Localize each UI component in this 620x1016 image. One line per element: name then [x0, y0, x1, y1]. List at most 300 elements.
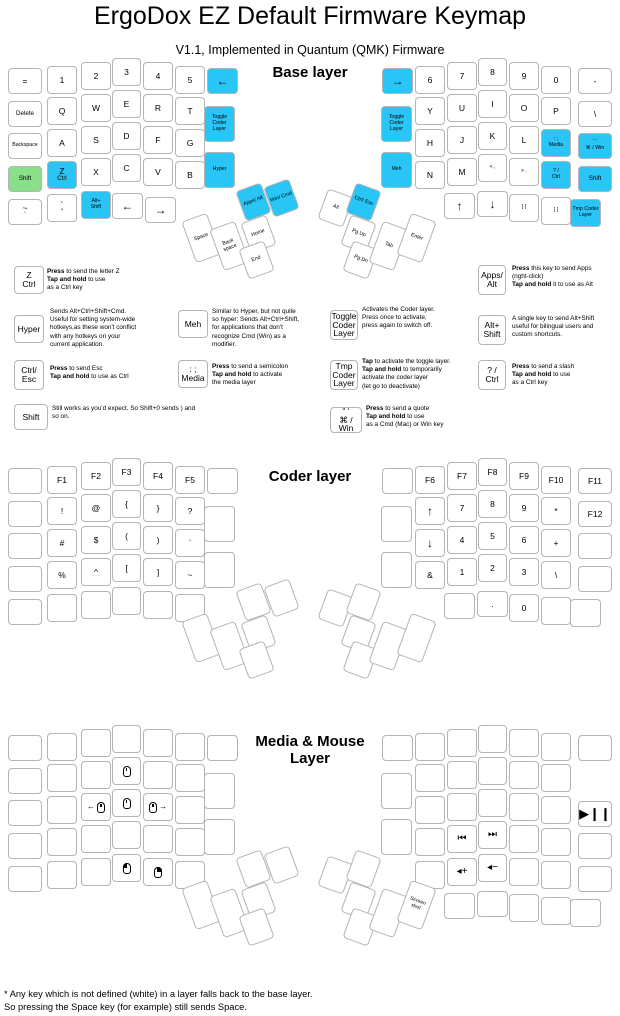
key-sym[interactable]: [81, 558, 111, 586]
key-blank[interactable]: [8, 768, 42, 794]
key-label: 5: [490, 530, 495, 541]
key-label-group: [383, 115, 410, 133]
key-blank[interactable]: [415, 796, 445, 824]
legend-key[interactable]: [14, 315, 44, 343]
key-sym[interactable]: [175, 497, 205, 525]
legend-key[interactable]: [330, 407, 362, 433]
key-u[interactable]: [447, 94, 477, 122]
key-label: 3: [521, 566, 527, 577]
key-a[interactable]: [47, 129, 77, 157]
key-7[interactable]: [447, 494, 477, 522]
key-1[interactable]: [47, 66, 77, 94]
key-sym[interactable]: [81, 494, 111, 522]
key-sym[interactable]: [578, 133, 612, 159]
key-blank[interactable]: [578, 533, 612, 559]
key-label: “ ‘: [592, 139, 598, 146]
key-label: [: [125, 562, 128, 573]
key-blank[interactable]: [382, 735, 413, 761]
key-f4[interactable]: [143, 462, 173, 490]
key-blank[interactable]: [478, 789, 507, 817]
key-blank[interactable]: [509, 793, 539, 821]
key-sym[interactable]: [415, 529, 445, 557]
key-blank[interactable]: [578, 735, 612, 761]
key-sym[interactable]: [578, 801, 612, 827]
key-label: 1: [59, 74, 65, 85]
key-blank[interactable]: [381, 552, 412, 588]
key-blank[interactable]: [8, 468, 42, 494]
key-sym[interactable]: [112, 193, 143, 219]
key-blank[interactable]: [509, 858, 539, 886]
key-f6[interactable]: [415, 466, 445, 494]
key-label-group: [92, 504, 101, 513]
legend-key-sublabel: Ctrl: [22, 279, 36, 289]
key-blank[interactable]: [8, 599, 42, 625]
key-blank[interactable]: [541, 764, 571, 792]
key-label-group: [519, 472, 529, 481]
key-mouse-btn-left[interactable]: [112, 854, 141, 882]
key-blank[interactable]: [112, 587, 141, 615]
key-label-group: [251, 256, 262, 265]
key-blank[interactable]: [8, 501, 42, 527]
key-9[interactable]: [509, 494, 539, 522]
key-blank[interactable]: [47, 828, 77, 856]
key-sym[interactable]: [47, 561, 77, 589]
key-j[interactable]: [447, 126, 477, 154]
key-blank[interactable]: [509, 894, 539, 922]
key-blank[interactable]: [381, 506, 412, 542]
key-blank[interactable]: [112, 821, 141, 849]
key-label-group: [122, 200, 134, 213]
key-blank[interactable]: [541, 861, 571, 889]
key-sym[interactable]: [541, 497, 571, 525]
key-sym[interactable]: [541, 529, 571, 557]
key-label: 8: [490, 498, 495, 509]
key-label: Pg Dn: [353, 253, 369, 265]
key-backspace[interactable]: [8, 133, 42, 159]
key-f[interactable]: [143, 126, 173, 154]
key-blank[interactable]: [578, 866, 612, 892]
key-h[interactable]: [415, 129, 445, 157]
key-blank[interactable]: [381, 773, 412, 809]
key-label-group: [522, 136, 527, 145]
key-label-group: [554, 507, 557, 516]
key-blank[interactable]: [175, 796, 205, 824]
key-label: &: [427, 569, 433, 580]
key-sym[interactable]: [143, 526, 173, 554]
key-blank[interactable]: [204, 552, 235, 588]
key-v[interactable]: [143, 158, 173, 186]
legend-key[interactable]: [14, 266, 44, 294]
key-label: Space: [193, 231, 210, 243]
key-e[interactable]: [112, 90, 141, 118]
key-2[interactable]: [478, 554, 507, 582]
key-8[interactable]: [478, 490, 507, 518]
key-s[interactable]: [81, 126, 111, 154]
key-label: Delete: [16, 109, 34, 117]
key-label-group: [428, 76, 433, 85]
key-sym[interactable]: [175, 529, 205, 557]
key-sym[interactable]: [415, 561, 445, 589]
key-t[interactable]: [175, 97, 205, 125]
key-blank[interactable]: [81, 761, 111, 789]
key-blank[interactable]: [478, 757, 507, 785]
key-sym[interactable]: [478, 854, 507, 882]
key-f9[interactable]: [509, 462, 539, 490]
key-blank[interactable]: [570, 599, 601, 627]
key-5[interactable]: [175, 66, 205, 94]
key-blank[interactable]: [143, 591, 173, 619]
key-r[interactable]: [143, 94, 173, 122]
key-f7[interactable]: [447, 462, 477, 490]
key-sym[interactable]: [541, 129, 571, 157]
key-sym[interactable]: [382, 68, 413, 94]
key-tmp-coder-layer[interactable]: [570, 199, 601, 227]
key-sym[interactable]: [112, 554, 141, 582]
key-sym[interactable]: [47, 497, 77, 525]
key-label-group: [243, 196, 264, 209]
key-mouse-btn-right[interactable]: [143, 858, 173, 886]
key-blank[interactable]: [8, 566, 42, 592]
legend-key[interactable]: [178, 310, 208, 338]
legend-key[interactable]: [330, 360, 358, 390]
legend-key[interactable]: [330, 310, 358, 340]
key-label-group: [427, 171, 433, 180]
key-sym[interactable]: [175, 561, 205, 589]
key-q[interactable]: [47, 97, 77, 125]
key-label-group: [157, 536, 160, 545]
key-sym[interactable]: [143, 558, 173, 586]
key-blank[interactable]: [175, 828, 205, 856]
legend-description: A single key to send Alt+Shift useful for bilingual users and custom shortcuts.: [512, 315, 595, 339]
key-3[interactable]: [509, 558, 539, 586]
legend-key-label: Toggle Coder Layer: [331, 310, 357, 339]
key-shift[interactable]: [578, 166, 612, 192]
key-sym[interactable]: [477, 191, 508, 217]
key-blank[interactable]: [47, 594, 77, 622]
key-enter[interactable]: [396, 213, 436, 264]
key-toggle-coder-layer[interactable]: [381, 106, 412, 142]
key-label: W: [91, 102, 101, 113]
mouse-btn-left-icon: [123, 863, 131, 874]
key-label-group: [522, 72, 527, 81]
key-blank[interactable]: [578, 566, 612, 592]
key-mouse-down[interactable]: [112, 789, 141, 817]
key-blank[interactable]: [415, 733, 445, 761]
key-blank[interactable]: [207, 468, 238, 494]
key-label: {: [125, 498, 128, 509]
key-label-group: [457, 472, 467, 481]
key-4[interactable]: [447, 526, 477, 554]
key-label: (: [125, 530, 128, 541]
key-sym[interactable]: [47, 529, 77, 557]
key-sym[interactable]: [143, 494, 173, 522]
key-sym[interactable]: [81, 526, 111, 554]
key-6[interactable]: [509, 526, 539, 554]
key-l[interactable]: [509, 126, 539, 154]
key-f1[interactable]: [47, 466, 77, 494]
key-label-group: [460, 72, 465, 81]
key-sym[interactable]: [207, 68, 238, 94]
key-p[interactable]: [541, 97, 571, 125]
key-label: F6: [425, 474, 435, 485]
key-blank[interactable]: [541, 897, 571, 925]
key-blank[interactable]: [47, 861, 77, 889]
key-blank[interactable]: [47, 733, 77, 761]
key-label-group: [58, 571, 66, 580]
key-sym[interactable]: [112, 490, 141, 518]
key-sym[interactable]: [8, 199, 42, 225]
key-blank[interactable]: [578, 833, 612, 859]
key-sym[interactable]: [145, 197, 176, 223]
key-blank[interactable]: [444, 593, 475, 619]
key-blank[interactable]: [81, 729, 111, 757]
key-label-group: [187, 139, 194, 148]
key-blank[interactable]: [509, 825, 539, 853]
key-f3[interactable]: [112, 458, 141, 486]
key-f8[interactable]: [478, 458, 507, 486]
key-f10[interactable]: [541, 466, 571, 494]
key-sym[interactable]: [447, 858, 477, 886]
key-blank[interactable]: [204, 506, 235, 542]
key-label-group: [490, 564, 495, 573]
key-blank[interactable]: [81, 825, 111, 853]
key-sym[interactable]: [541, 161, 571, 189]
key-sym[interactable]: [8, 68, 42, 94]
key-label: Alt: [331, 203, 340, 211]
key-label: 3: [124, 66, 129, 77]
key-blank[interactable]: [447, 729, 477, 757]
key-label-group: [157, 504, 160, 513]
key-label-group: [185, 476, 195, 485]
key-sym[interactable]: [477, 591, 508, 617]
key-sym[interactable]: [509, 158, 539, 186]
key-label: Y: [427, 105, 433, 116]
key-f2[interactable]: [81, 462, 111, 490]
key-delete[interactable]: [8, 101, 42, 127]
key-b[interactable]: [175, 161, 205, 189]
footnote-line-1: * Any key which is not defined (white) in a layer falls back to the base layer.: [4, 989, 313, 999]
key-blank[interactable]: [143, 729, 173, 757]
key-blank[interactable]: [8, 735, 42, 761]
key-blank[interactable]: [8, 533, 42, 559]
key-blank[interactable]: [444, 893, 475, 919]
key-label-group: [12, 143, 37, 149]
key-3[interactable]: [112, 58, 141, 86]
key-blank[interactable]: [541, 828, 571, 856]
key-label: `: [188, 537, 192, 548]
key-label-group: [188, 76, 193, 85]
key-label: ◂+: [456, 865, 468, 877]
key-label-group: [553, 107, 559, 116]
key-blank[interactable]: [381, 819, 412, 855]
key-sym[interactable]: [415, 497, 445, 525]
key-blank[interactable]: [47, 796, 77, 824]
key-sym[interactable]: [541, 561, 571, 589]
key-y[interactable]: [415, 97, 445, 125]
key-mouse-right[interactable]: [143, 793, 173, 821]
key-f11[interactable]: [578, 468, 612, 494]
legend-description: Still works as you'd expect. So Shift+0 sends ) and so on.: [52, 405, 196, 421]
key-toggle-coder-layer[interactable]: [204, 106, 235, 142]
key-label: F1: [57, 474, 67, 485]
key-sym[interactable]: [447, 825, 477, 853]
key-label-group: [353, 196, 373, 208]
key-blank[interactable]: [8, 866, 42, 892]
key-c[interactable]: [112, 154, 141, 182]
key-label: ⏮: [457, 832, 467, 844]
key-label: Home: [250, 227, 266, 239]
key-label-group: [391, 167, 401, 173]
key-0[interactable]: [509, 594, 539, 622]
key-9[interactable]: [509, 62, 539, 90]
legend-key[interactable]: [478, 360, 506, 390]
key-5[interactable]: [478, 522, 507, 550]
key-z[interactable]: [47, 161, 77, 189]
key-label-group: [251, 229, 266, 239]
key-w[interactable]: [81, 94, 111, 122]
key-hyper[interactable]: [204, 152, 235, 188]
key-blank[interactable]: [415, 828, 445, 856]
key-sym[interactable]: [509, 194, 539, 222]
key-sym[interactable]: [478, 154, 507, 182]
key-sym[interactable]: [47, 194, 77, 222]
key-0[interactable]: [541, 66, 571, 94]
key-label: ?: [187, 505, 193, 516]
key-blank[interactable]: [541, 597, 571, 625]
legend-key-label-group: [185, 320, 202, 329]
key-label: D: [123, 130, 130, 141]
key-meh[interactable]: [381, 152, 412, 188]
legend-key[interactable]: [178, 360, 208, 388]
key-mouse-left[interactable]: [81, 793, 111, 821]
key-sym[interactable]: [444, 193, 475, 219]
key-blank[interactable]: [382, 468, 413, 494]
key-blank[interactable]: [143, 825, 173, 853]
legend-key[interactable]: [14, 404, 48, 430]
key-blank[interactable]: [112, 725, 141, 753]
key-sym[interactable]: [478, 821, 507, 849]
key-label-group: [94, 568, 98, 577]
key-label: 1: [459, 566, 465, 577]
key-sym[interactable]: [541, 197, 571, 225]
key-label: Shift: [18, 174, 32, 182]
key-sym[interactable]: [578, 68, 612, 94]
key-blank[interactable]: [175, 733, 205, 761]
key-label: $: [93, 534, 99, 545]
key-4[interactable]: [143, 62, 173, 90]
legend-key[interactable]: [478, 315, 506, 345]
key-blank[interactable]: [8, 833, 42, 859]
key-label-group: [488, 830, 497, 841]
legend-key-label-group: [15, 366, 43, 384]
key-g[interactable]: [175, 129, 205, 157]
key-blank[interactable]: [204, 773, 235, 809]
key-x[interactable]: [81, 158, 111, 186]
key-label: F5: [185, 474, 195, 485]
key-blank[interactable]: [509, 729, 539, 757]
key-blank[interactable]: [447, 761, 477, 789]
key-blank[interactable]: [81, 858, 111, 886]
key-screen-shot[interactable]: [396, 880, 436, 931]
key-f12[interactable]: [578, 501, 612, 527]
key-label: M: [458, 166, 466, 177]
key-label: Z: [59, 166, 65, 177]
key-blank[interactable]: [8, 800, 42, 826]
key-blank[interactable]: [47, 764, 77, 792]
key-6[interactable]: [415, 66, 445, 94]
key-7[interactable]: [447, 62, 477, 90]
key-d[interactable]: [112, 122, 141, 150]
key-label: > .: [521, 168, 527, 175]
key-blank[interactable]: [207, 735, 238, 761]
legend-description: Sends Alt+Ctrl+Shift+Cmd. Useful for setting system-wide hotkeys,as these won't conflict with any hotkeys on your current application.: [50, 308, 137, 348]
key-blank[interactable]: [81, 591, 111, 619]
key-label: F12: [587, 508, 603, 519]
key-k[interactable]: [478, 122, 507, 150]
key-label: Screen shot: [409, 895, 427, 912]
key-label-group: [521, 169, 527, 175]
key-blank[interactable]: [175, 764, 205, 792]
key-label-group: [549, 476, 564, 485]
key-sublabel: Ctrl: [57, 175, 67, 183]
key-blank[interactable]: [396, 613, 436, 664]
key-blank[interactable]: [478, 725, 507, 753]
key-label: G: [186, 137, 194, 148]
key-label: J: [459, 134, 465, 145]
key-o[interactable]: [509, 94, 539, 122]
key-blank[interactable]: [541, 733, 571, 761]
key-label: 2: [490, 562, 495, 573]
key-label: 6: [521, 534, 527, 545]
key-label-group: [206, 115, 233, 133]
key-label-group: [555, 571, 557, 580]
key-blank[interactable]: [143, 761, 173, 789]
page-title: ErgoDox EZ Default Firmware Keymap: [93, 2, 527, 30]
key-label: Shift: [588, 174, 602, 182]
key-label: F10: [548, 474, 564, 485]
key-blank[interactable]: [541, 796, 571, 824]
key-label: U: [458, 102, 466, 113]
legend-description: Activates the Coder layer. Press once to activate, press again to switch off.: [362, 306, 435, 330]
key-blank[interactable]: [477, 891, 508, 917]
key-sym[interactable]: [112, 522, 141, 550]
key-alt[interactable]: [81, 191, 111, 219]
key-label: I: [491, 98, 494, 109]
key-i[interactable]: [478, 90, 507, 118]
key-label-group: [427, 139, 433, 148]
key-m[interactable]: [447, 158, 477, 186]
key-sym[interactable]: [578, 101, 612, 127]
key-blank[interactable]: [509, 761, 539, 789]
key-label: ↑: [456, 198, 463, 213]
key-blank[interactable]: [570, 899, 601, 927]
key-blank[interactable]: [447, 793, 477, 821]
key-label: 2: [93, 70, 99, 81]
key-mouse-up[interactable]: [112, 757, 141, 785]
key-label-group: [125, 532, 128, 541]
key-1[interactable]: [447, 558, 477, 586]
key-f5[interactable]: [175, 466, 205, 494]
key-8[interactable]: [478, 58, 507, 86]
key-blank[interactable]: [204, 819, 235, 855]
key-blank[interactable]: [415, 764, 445, 792]
legend-key[interactable]: [478, 265, 506, 295]
key-n[interactable]: [415, 161, 445, 189]
key-label-group: [549, 137, 563, 149]
legend-key[interactable]: [14, 360, 44, 390]
key-2[interactable]: [81, 62, 111, 90]
key-shift[interactable]: [8, 166, 42, 192]
